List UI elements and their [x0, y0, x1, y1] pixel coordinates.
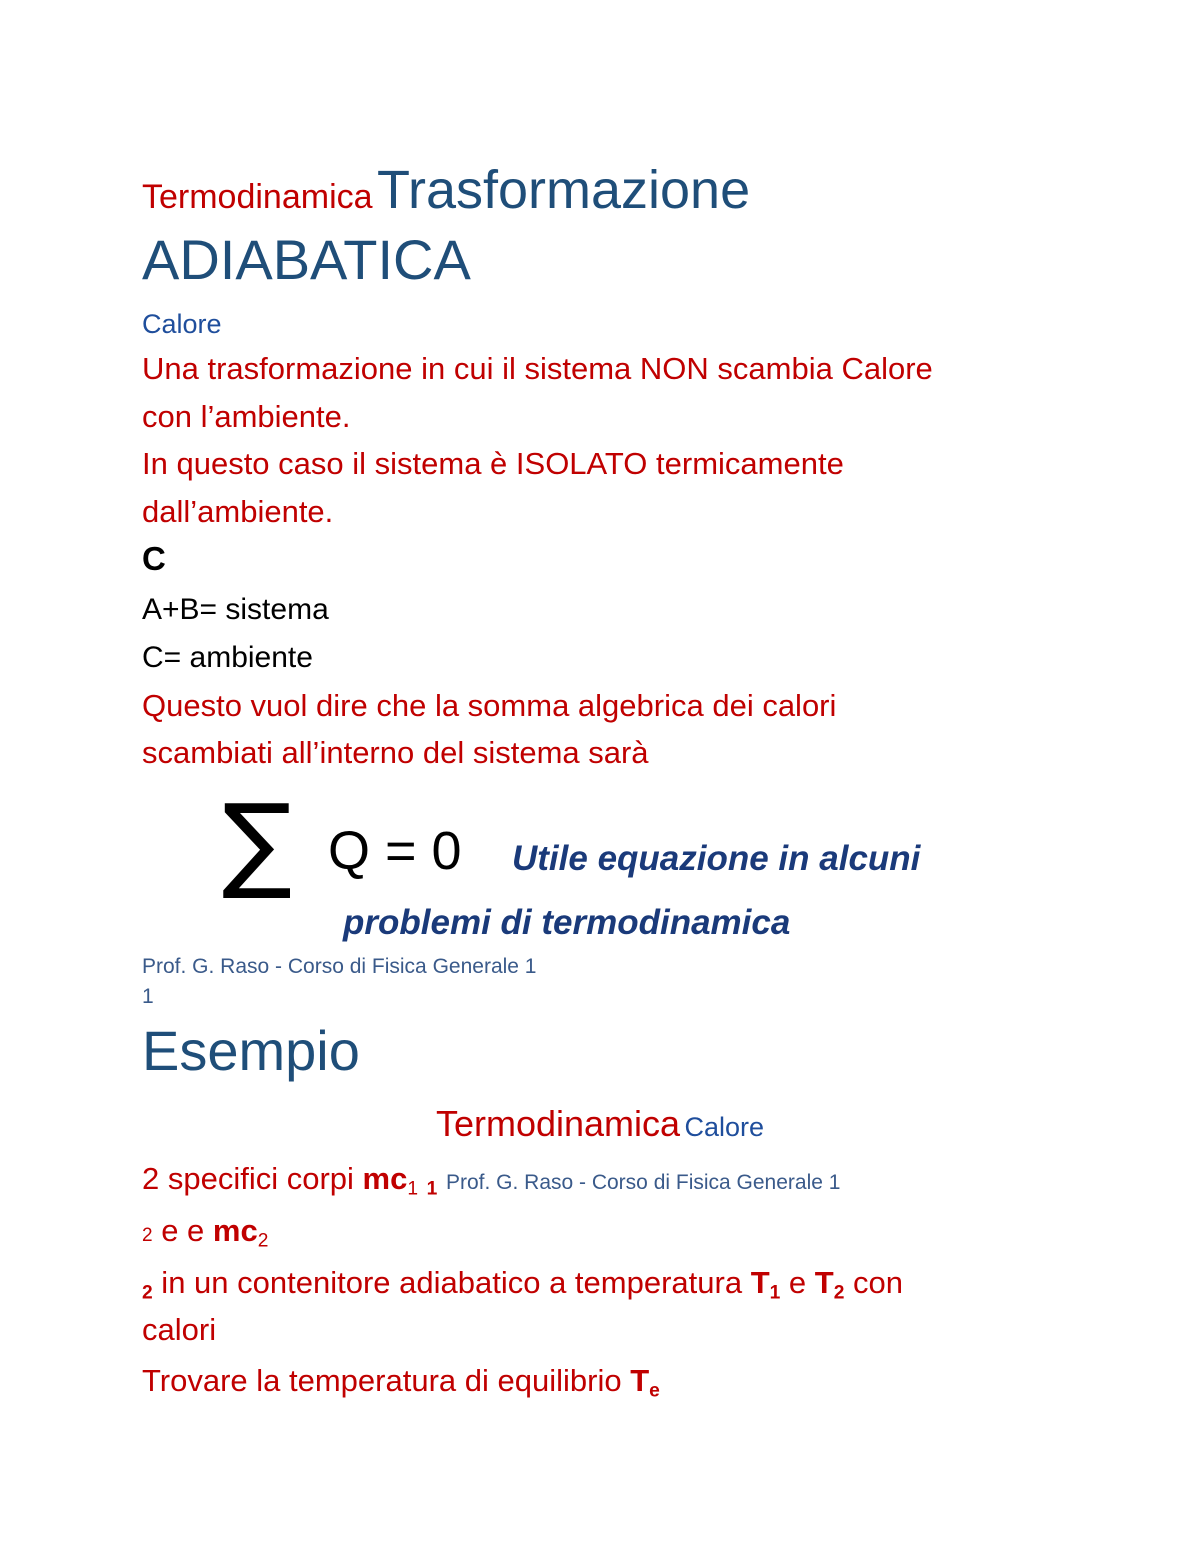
equation-note-line-1: Utile equazione in alcuni: [512, 839, 921, 878]
heading-prefix: Termodinamica: [142, 178, 373, 216]
example-line-2-mc: mc: [212, 1213, 258, 1248]
diagram-label: C: [142, 540, 166, 577]
example-line-3-sub: 2: [142, 1282, 153, 1304]
example-line-1-text: 2 specifici corpi: [142, 1161, 363, 1196]
equation-expression: Q = 0: [328, 821, 462, 881]
footer-page-number: 1: [142, 985, 154, 1008]
definition-line-4: dall’ambiente.: [142, 494, 334, 529]
example-line-3-T1-sub: 1: [769, 1282, 781, 1304]
equation-note-line-2: problemi di termodinamica: [343, 903, 791, 942]
example-line-1-mc: mc: [362, 1161, 408, 1196]
example-line-3-T2: T: [814, 1265, 834, 1300]
example-subtitle-sub: Calore: [684, 1112, 765, 1142]
example-line-5-text: Trovare la temperatura di equilibrio: [142, 1363, 631, 1398]
example-line-3-T1: T: [750, 1265, 770, 1300]
heading-title-part1: Trasformazione: [376, 160, 751, 220]
legend-system: A+B= sistema: [142, 593, 329, 626]
example-line-3-T2-sub: 2: [833, 1282, 845, 1304]
example-line-2-text: e e: [152, 1213, 213, 1248]
example-line-1-sub1: 1: [407, 1178, 419, 1200]
example-subtitle: [0, 1103, 1200, 1144]
example-line-3-text: in un contenitore adiabatico a temperatura: [152, 1265, 751, 1300]
definition-line-3: In questo caso il sistema è ISOLATO termicamente: [142, 446, 844, 481]
footer-credit: Prof. G. Raso - Corso di Fisica Generale 1: [142, 955, 537, 978]
example-line-1: [142, 1163, 840, 1199]
definition-line-2: con l’ambiente.: [142, 399, 351, 434]
consequence-line-1: Questo vuol dire che la somma algebrica dei calori: [142, 688, 837, 723]
example-line-1-sub2: 1: [426, 1178, 438, 1200]
example-line-4: calori: [142, 1312, 217, 1347]
sigma-symbol: ∑: [222, 781, 293, 903]
example-line-5-sub: e: [649, 1380, 660, 1402]
example-line-1-credit: Prof. G. Raso - Corso di Fisica Generale 1: [445, 1171, 841, 1194]
example-subtitle-main: Termodinamica: [435, 1103, 681, 1144]
example-line-2-num: 2: [142, 1225, 153, 1246]
example-line-2-sub: 2: [257, 1230, 269, 1252]
legend-environment: C= ambiente: [142, 641, 313, 674]
example-title: Esempio: [142, 1019, 360, 1082]
example-line-2: [142, 1215, 268, 1251]
example-line-3-end: con: [844, 1265, 904, 1300]
heading-line-1: [142, 160, 751, 220]
example-line-5: [142, 1365, 660, 1401]
heading-title-part2: ADIABATICA: [142, 228, 471, 291]
definition-line-1: Una trasformazione in cui il sistema NON scambia Calore: [142, 351, 933, 386]
example-line-5-T: T: [630, 1363, 650, 1398]
example-line-3-and: e: [780, 1265, 815, 1300]
section-label: Calore: [142, 309, 222, 339]
example-line-3: [142, 1267, 903, 1303]
consequence-line-2: scambiati all’interno del sistema sarà: [142, 735, 649, 770]
